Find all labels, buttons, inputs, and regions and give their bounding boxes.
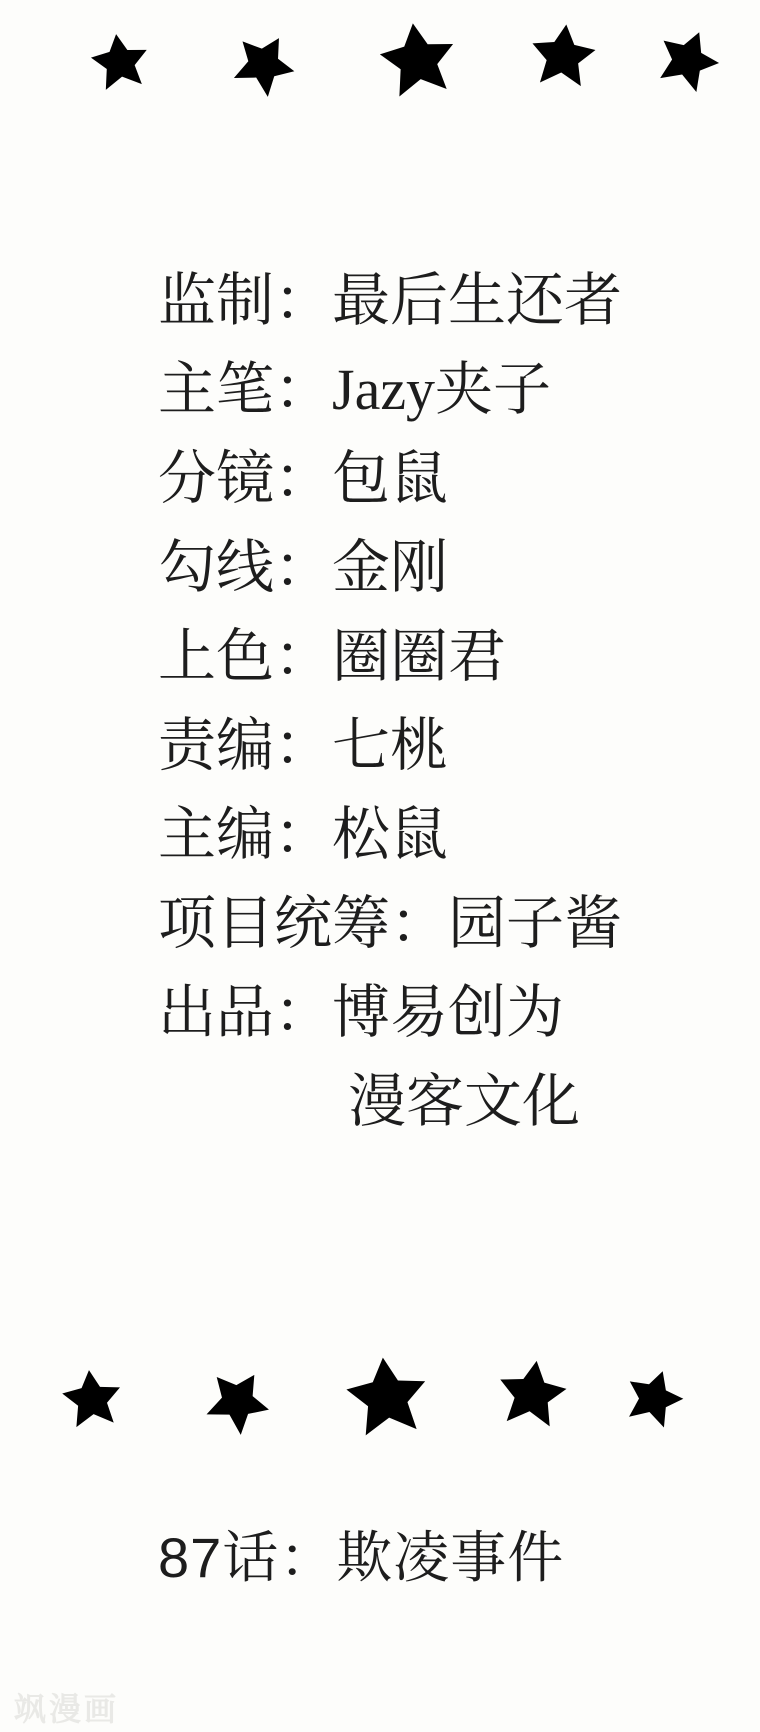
star-icon bbox=[523, 16, 602, 95]
star-icon bbox=[644, 16, 733, 105]
star-icon bbox=[614, 1358, 695, 1439]
star-icon bbox=[218, 18, 311, 111]
star-icon bbox=[84, 26, 156, 98]
credit-line-producer-cont: 漫客文化 bbox=[348, 1069, 581, 1134]
star-icon bbox=[338, 1348, 437, 1447]
credit-line-producer: 出品：博易创为 bbox=[158, 980, 565, 1045]
credit-line-supervisor: 监制：最后生还者 bbox=[158, 268, 623, 333]
credit-line-coloring: 上色：圈圈君 bbox=[158, 624, 507, 689]
credits-block bbox=[158, 256, 622, 1146]
watermark: 飒漫画 bbox=[14, 1691, 120, 1727]
credit-line-editor: 责编：七桃 bbox=[158, 713, 449, 778]
credit-line-chief-editor: 主编：松鼠 bbox=[158, 802, 449, 867]
star-icon bbox=[489, 1351, 575, 1437]
credit-line-lead-artist: 主笔：Jazy夹子 bbox=[158, 357, 552, 422]
star-icon bbox=[371, 13, 466, 108]
credit-line-lineart: 勾线：金刚 bbox=[158, 535, 449, 600]
chapter-title: 87话：欺凌事件 bbox=[158, 1526, 565, 1589]
credit-line-storyboard: 分镜：包鼠 bbox=[158, 446, 449, 511]
star-icon bbox=[56, 1363, 129, 1436]
star-icon bbox=[190, 1353, 286, 1449]
credit-line-coordinator: 项目统筹：园子酱 bbox=[158, 891, 623, 956]
